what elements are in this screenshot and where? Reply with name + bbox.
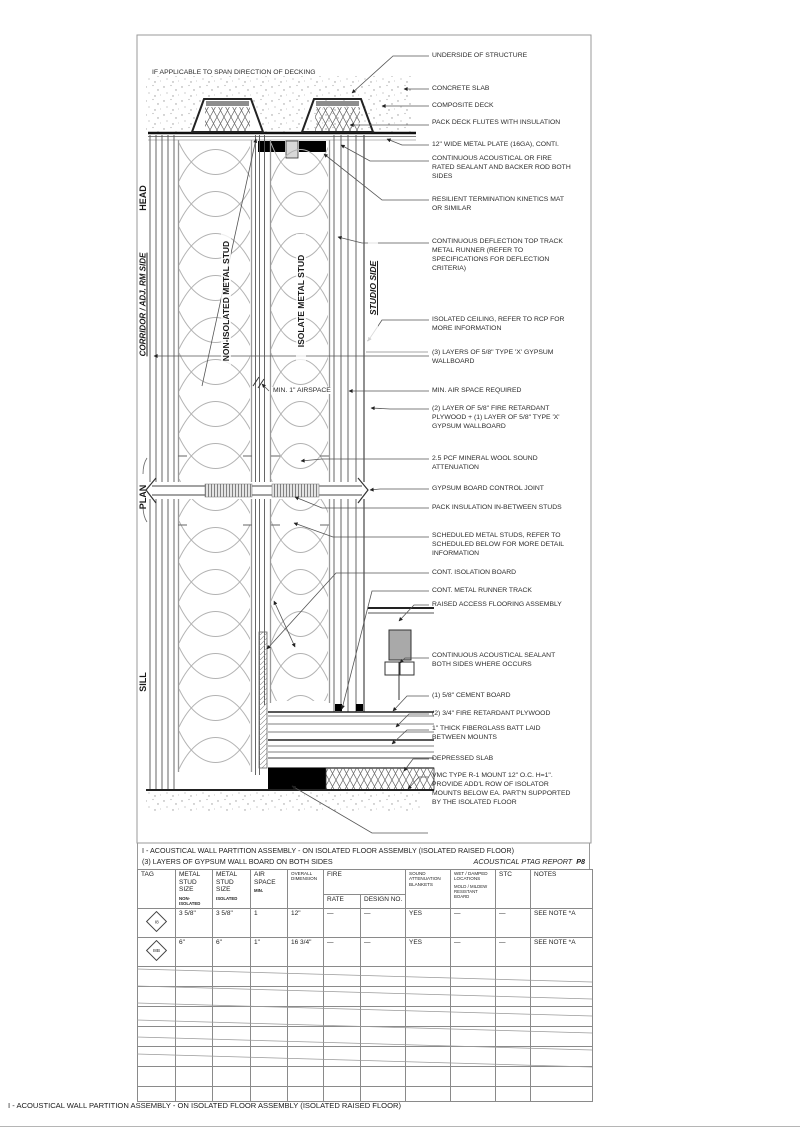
tag-diamond: I8B <box>146 940 167 961</box>
acoustical-report-label: ACOUSTICAL PTAG REPORT <box>473 857 573 866</box>
overall-cell: 16 3/4" <box>288 938 324 967</box>
callout-raised-access-flooring: RAISED ACCESS FLOORING ASSEMBLY <box>432 601 562 608</box>
overall-cell: 12" <box>288 909 324 938</box>
header-fire-design-no: DESIGN NO. <box>361 895 406 909</box>
stud2-cell: 3 5/8" <box>213 909 251 938</box>
section-label-corridor-side: CORRIDOR / ADJ. RM SIDE <box>138 252 148 357</box>
header-stc: STC <box>496 870 531 909</box>
fiberglass-batt-layer <box>326 768 434 790</box>
section-label-head: HEAD <box>138 185 148 211</box>
callout-pack-insulation: PACK INSULATION IN-BETWEEN STUDS <box>432 504 562 511</box>
sound-cell: YES <box>406 938 451 967</box>
callout-fire-retardant-plywood-floor: (2) 3/4" FIRE RETARDANT PLYWOOD <box>432 710 551 717</box>
design-cell: — <box>361 938 406 967</box>
callout-acoustical-sealant-both-sides: CONTINUOUS ACOUSTICAL SEALANT BOTH SIDES WHERE OCCURS <box>432 652 556 668</box>
header-overall-dimension: OVERALL DIMENSION <box>288 870 324 909</box>
header-air-space: AIR SPACE MIN. <box>251 870 288 909</box>
stud1-cell: 6" <box>176 938 213 967</box>
label-studio-side: STUDIO SIDE <box>368 231 378 345</box>
air-cell: 1 <box>251 909 288 938</box>
callout-metal-runner-track: CONT. METAL RUNNER TRACK <box>432 587 532 594</box>
header-fire-rate: RATE <box>324 895 361 909</box>
callout-depressed-slab: DEPRESSED SLAB <box>432 755 494 762</box>
notes-cell: SEE NOTE *A <box>531 938 593 967</box>
sheet-footer-title: I - ACOUSTICAL WALL PARTITION ASSEMBLY - ON ISOLATED FLOOR ASSEMBLY (ISOLATED RAISED FLOOR) <box>8 1101 401 1110</box>
non-isolated-cavity-insulation <box>179 141 250 771</box>
callout-composite-deck: COMPOSITE DECK <box>432 102 494 109</box>
schedule-bottom-row <box>138 1087 593 1102</box>
callout-min-air-space: MIN. AIR SPACE REQUIRED <box>432 387 522 394</box>
tag-diamond: I8 <box>146 911 167 932</box>
section-label-sill: SILL <box>138 672 148 692</box>
section-label-plan: PLAN <box>138 484 148 510</box>
callout-deflection-top-track: CONTINUOUS DEFLECTION TOP TRACK METAL RUNNER (REFER TO SPECIFICATIONS FOR DEFLECTION CRITERIA) <box>432 238 563 272</box>
callout-mineral-wool: 2.5 PCF MINERAL WOOL SOUND ATTENUATION <box>432 455 538 471</box>
tag-cell <box>138 938 176 967</box>
schedule-row-i8b <box>138 938 593 967</box>
callout-resilient-termination: RESILIENT TERMINATION KINETICS MAT OR SIMILAR <box>432 196 564 212</box>
min-airspace-note: MIN. 1" AIRSPACE <box>273 387 331 394</box>
label-isolate-metal-stud: ISOLATE METAL STUD <box>296 234 306 368</box>
decking-span-note: IF APPLICABLE TO SPAN DIRECTION OF DECKING <box>152 69 316 76</box>
air-cell: 1" <box>251 938 288 967</box>
depressed-slab-isolation-block <box>268 768 326 790</box>
schedule-row-i8 <box>138 909 593 938</box>
stc-cell: — <box>496 938 531 967</box>
concrete-slab-and-deck <box>146 76 416 140</box>
isolated-cavity-insulation <box>271 141 328 701</box>
callout-underside-of-structure: UNDERSIDE OF STRUCTURE <box>432 52 528 59</box>
stud2-cell: 6" <box>213 938 251 967</box>
callout-isolated-ceiling: ISOLATED CEILING, REFER TO RCP FOR MORE INFORMATION <box>432 316 565 332</box>
wet-cell: — <box>451 938 496 967</box>
callout-pack-deck-flutes: PACK DECK FLUTES WITH INSULATION <box>432 119 561 126</box>
header-metal-stud-isolated: METAL STUD SIZE ISOLATED <box>213 870 251 909</box>
header-fire: FIRE <box>324 870 406 895</box>
callout-vmc-mount: VMC TYPE R-1 MOUNT 12" O.C. H=1". PROVIDE ADD'L ROW OF ISOLATOR MOUNTS BELOW EA. PART'N SUPPORTED BY THE ISOLATED FLOOR <box>432 772 571 806</box>
page-bottom-rule <box>0 1126 800 1127</box>
rate-cell: — <box>324 938 361 967</box>
callout-isolation-board: CONT. ISOLATION BOARD <box>432 569 517 576</box>
caption-line1: I - ACOUSTICAL WALL PARTITION ASSEMBLY - ON ISOLATED FLOOR ASSEMBLY (ISOLATED RAISED FLOOR) <box>142 846 514 855</box>
notes-cell: SEE NOTE *A <box>531 909 593 938</box>
header-sound-attenuation: SOUND ATTENUATION BLANKETS <box>406 870 451 909</box>
wet-cell: — <box>451 909 496 938</box>
header-metal-stud-non-isolated: METAL STUD SIZE NON-ISOLATED <box>176 870 213 909</box>
callout-scheduled-metal-studs: SCHEDULED METAL STUDS, REFER TO SCHEDULED BELOW FOR MORE DETAIL INFORMATION <box>432 532 564 557</box>
callout-acoustical-sealant-backer-rod: CONTINUOUS ACOUSTICAL OR FIRE RATED SEALANT AND BACKER ROD BOTH SIDES <box>432 155 571 180</box>
callout-3-layers-gypsum: (3) LAYERS OF 5/8" TYPE 'X' GYPSUM WALLBOARD <box>432 349 554 365</box>
rate-cell: — <box>324 909 361 938</box>
callout-concrete-slab: CONCRETE SLAB <box>432 85 490 92</box>
caption-line2: (3) LAYERS OF GYPSUM WALL BOARD ON BOTH SIDES <box>142 857 333 866</box>
header-notes: NOTES <box>531 870 593 909</box>
callout-cement-board: (1) 5/8" CEMENT BOARD <box>432 692 511 699</box>
header-tag: TAG <box>138 870 176 909</box>
callout-fire-retardant-plywood: (2) LAYER OF 5/8" FIRE RETARDANT PLYWOOD + (1) LAYER OF 5/8" TYPE 'X' GYPSUM WALLBOARD <box>432 405 560 430</box>
stud1-cell: 3 5/8" <box>176 909 213 938</box>
isolation-board <box>259 632 267 768</box>
label-non-isolated-metal-stud: NON-ISOLATED METAL STUD <box>221 224 231 378</box>
callout-metal-plate: 12" WIDE METAL PLATE (16GA), CONTI. <box>432 141 559 148</box>
sound-cell: YES <box>406 909 451 938</box>
schedule-caption <box>137 843 590 869</box>
callout-control-joint: GYPSUM BOARD CONTROL JOINT <box>432 485 544 492</box>
empty-row-strike-lines <box>137 966 592 1078</box>
acoustical-report-code: P8 <box>576 857 585 866</box>
design-cell: — <box>361 909 406 938</box>
header-wet-damped: WET / DAMPED LOCATIONS MOLD / MILDEW RESISTANT BOARD <box>451 870 496 909</box>
tag-cell <box>138 909 176 938</box>
stc-cell: — <box>496 909 531 938</box>
ground-slab-stipple <box>146 792 422 812</box>
callout-fiberglass-batt: 1" THICK FIBERGLASS BATT LAID BETWEEN MOUNTS <box>432 725 541 741</box>
